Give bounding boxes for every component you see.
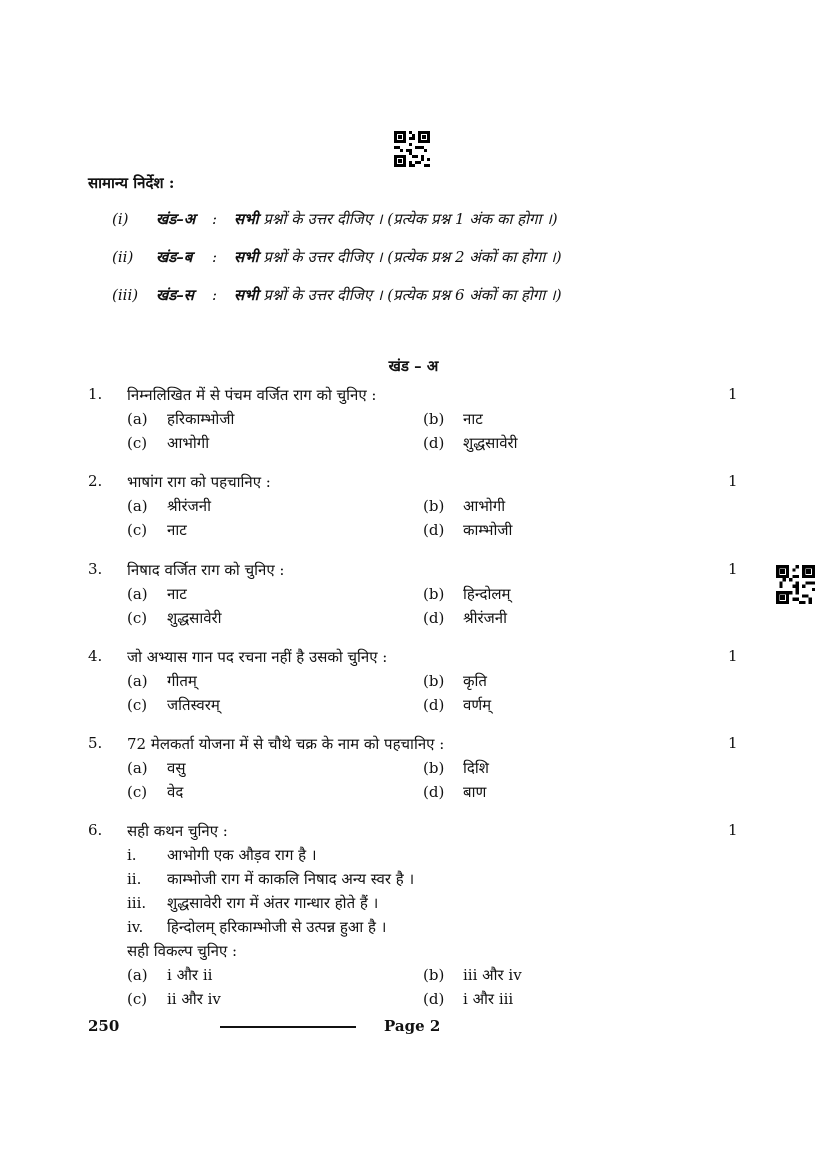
question-marks: 1	[728, 472, 738, 490]
option-text: नाट	[167, 521, 187, 539]
option-label: (d)	[423, 521, 445, 539]
option-text: नाट	[167, 585, 187, 603]
option-label: (a)	[127, 759, 148, 777]
option-label: (c)	[127, 990, 148, 1008]
option-text: बाण	[463, 783, 487, 801]
option-c	[127, 520, 187, 540]
option-text: कृति	[463, 672, 487, 690]
instruction-number: (i)	[112, 210, 129, 228]
statement-text: हिन्दोलम् हरिकाम्भोजी से उत्पन्न हुआ है ।	[167, 918, 387, 936]
instruction-colon: :	[212, 210, 218, 228]
option-label: (c)	[127, 696, 148, 714]
question-number: 3.	[88, 560, 103, 578]
statement-label: ii.	[127, 870, 142, 888]
question-number: 4.	[88, 647, 103, 665]
option-b	[423, 671, 487, 691]
statement-label: iii.	[127, 894, 147, 912]
option-b	[423, 758, 489, 778]
option-text: वर्णम्	[463, 696, 492, 714]
question-marks: 1	[728, 821, 738, 839]
question-text: निम्नलिखित में से पंचम वर्जित राग को चुनिए :	[127, 386, 377, 404]
section-title: खंड – अ	[388, 357, 439, 375]
option-c	[127, 608, 222, 628]
option-text: वसु	[167, 759, 186, 777]
option-d	[423, 695, 491, 715]
option-label: (c)	[127, 434, 148, 452]
option-text: आभोगी	[167, 434, 210, 452]
option-d	[423, 608, 507, 628]
question-text: सही कथन चुनिए :	[127, 822, 228, 840]
option-text: श्रीरंजनी	[463, 609, 507, 627]
instruction-number: (ii)	[112, 248, 134, 266]
question-text: भाषांग राग को पहचानिए :	[127, 473, 271, 491]
instruction-number: (iii)	[112, 286, 139, 304]
option-b	[423, 409, 483, 429]
question-text: निषाद वर्जित राग को चुनिए :	[127, 561, 285, 579]
option-text: iii और iv	[463, 966, 522, 984]
option-a	[127, 409, 234, 429]
instruction-item	[112, 247, 562, 267]
option-a	[127, 965, 212, 985]
option-text: गीतम्	[167, 672, 197, 690]
statement-text: आभोगी एक औड़व राग है ।	[167, 846, 317, 864]
option-label: (a)	[127, 672, 148, 690]
option-d	[423, 782, 486, 802]
option-text: आभोगी	[463, 497, 506, 515]
option-label: (a)	[127, 966, 148, 984]
question-marks: 1	[728, 385, 738, 403]
option-a	[127, 584, 187, 604]
instruction-bold: सभी	[234, 248, 259, 266]
instruction-bold: सभी	[234, 210, 259, 228]
instruction-bold: सभी	[234, 286, 259, 304]
instruction-section: खंड–ब	[156, 248, 193, 266]
option-c	[127, 989, 221, 1009]
option-label: (b)	[423, 497, 445, 515]
option-label: (b)	[423, 585, 445, 603]
option-label: (b)	[423, 759, 445, 777]
question-number: 6.	[88, 821, 103, 839]
option-text: शुद्धसावेरी	[463, 434, 518, 452]
option-text: शुद्धसावेरी	[167, 609, 222, 627]
option-label: (b)	[423, 966, 445, 984]
option-a	[127, 671, 197, 691]
option-b	[423, 965, 522, 985]
option-label: (b)	[423, 410, 445, 428]
option-c	[127, 433, 209, 453]
option-label: (d)	[423, 783, 445, 801]
question-marks: 1	[728, 734, 738, 752]
option-label: (d)	[423, 990, 445, 1008]
option-label: (c)	[127, 783, 148, 801]
option-b	[423, 584, 510, 604]
statement-text: काम्भोजी राग में काकलि निषाद अन्य स्वर है ।	[167, 870, 415, 888]
statement-item	[127, 869, 414, 889]
option-label: (c)	[127, 609, 148, 627]
option-label: (c)	[127, 521, 148, 539]
option-label: (d)	[423, 609, 445, 627]
option-text: काम्भोजी	[463, 521, 513, 539]
instruction-item	[112, 285, 562, 305]
option-a	[127, 496, 211, 516]
option-text: ii और iv	[167, 990, 221, 1008]
general-instructions-heading: सामान्य निर्देश :	[88, 174, 175, 192]
option-text: i और ii	[167, 966, 213, 984]
option-text: जतिस्वरम्	[167, 696, 220, 714]
question-marks: 1	[728, 647, 738, 665]
option-d	[423, 520, 512, 540]
option-text: i और iii	[463, 990, 514, 1008]
question-number: 5.	[88, 734, 103, 752]
statement-item	[127, 893, 378, 913]
statement-item	[127, 845, 317, 865]
question-number: 1.	[88, 385, 103, 403]
option-d	[423, 433, 518, 453]
instruction-colon: :	[212, 286, 218, 304]
option-text: श्रीरंजनी	[167, 497, 211, 515]
footer-divider	[220, 1026, 356, 1028]
option-label: (b)	[423, 672, 445, 690]
question-marks: 1	[728, 560, 738, 578]
statement-text: शुद्धसावेरी राग में अंतर गान्धार होते हैं ।	[167, 894, 379, 912]
option-c	[127, 695, 220, 715]
choose-option-prompt: सही विकल्प चुनिए :	[127, 942, 238, 960]
option-text: हरिकाम्भोजी	[167, 410, 235, 428]
qr-code-icon	[776, 565, 815, 604]
instruction-item	[112, 209, 558, 229]
instruction-colon: :	[212, 248, 218, 266]
paper-code: 250	[88, 1017, 120, 1035]
qr-code-icon	[394, 131, 430, 167]
option-label: (a)	[127, 497, 148, 515]
page-number: Page 2	[384, 1017, 441, 1035]
option-label: (d)	[423, 696, 445, 714]
instruction-section: खंड–अ	[156, 210, 196, 228]
option-text: नाट	[463, 410, 483, 428]
option-label: (a)	[127, 585, 148, 603]
statement-item	[127, 917, 386, 937]
option-label: (a)	[127, 410, 148, 428]
statement-label: iv.	[127, 918, 144, 936]
question-text: जो अभ्यास गान पद रचना नहीं है उसको चुनिए :	[127, 648, 388, 666]
instruction-section: खंड–स	[156, 286, 194, 304]
option-text: वेद	[167, 783, 184, 801]
option-d	[423, 989, 513, 1009]
option-b	[423, 496, 505, 516]
instruction-text: प्रश्नों के उत्तर दीजिए । (प्रत्येक प्रश्न 6 अंकों का होगा ।)	[263, 286, 562, 304]
statement-label: i.	[127, 846, 137, 864]
instruction-text: प्रश्नों के उत्तर दीजिए । (प्रत्येक प्रश्न 2 अंकों का होगा ।)	[263, 248, 562, 266]
option-c	[127, 782, 183, 802]
option-a	[127, 758, 185, 778]
question-number: 2.	[88, 472, 103, 490]
option-text: दिशि	[463, 759, 489, 777]
option-label: (d)	[423, 434, 445, 452]
instruction-text: प्रश्नों के उत्तर दीजिए । (प्रत्येक प्रश्न 1 अंक का होगा ।)	[263, 210, 558, 228]
question-text: 72 मेलकर्ता योजना में से चौथे चक्र के नाम को पहचानिए :	[127, 735, 445, 753]
option-text: हिन्दोलम्	[463, 585, 511, 603]
